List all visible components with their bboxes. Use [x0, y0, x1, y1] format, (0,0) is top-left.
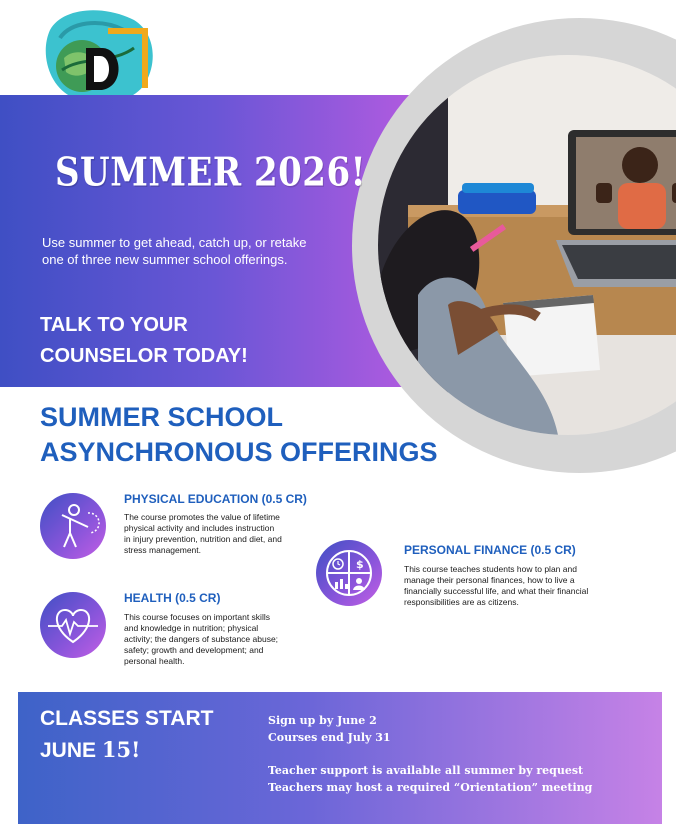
finance-desc-line: This course teaches students how to plan and [404, 564, 577, 574]
svg-text:$: $ [356, 558, 364, 571]
orientation-line: Teachers may host a required “Orientation” meeting [268, 781, 593, 794]
finance-desc-line: financially successful life, and what their financial [404, 586, 589, 596]
pe-desc-line: physical activity and includes instruction [124, 523, 275, 533]
pe-desc-line: The course promotes the value of lifetime [124, 512, 280, 522]
support-line: Teacher support is available all summer by request [268, 764, 584, 777]
finance-desc-line: manage their personal finances, how to live a [404, 575, 575, 585]
start-month: JUNE [40, 739, 97, 762]
health-desc-line: This course focuses on important skills [124, 612, 270, 622]
pe-desc-line: in injury prevention, nutrition and diet, and [124, 534, 282, 544]
finance-desc-line: responsibilities are as citizens. [404, 597, 519, 607]
heart-pulse-icon [40, 592, 106, 658]
teacher-support-notes [268, 762, 592, 796]
summer-headline: SUMMER 2026! [55, 150, 367, 196]
offerings-title-line-1: SUMMER SCHOOL [40, 402, 283, 432]
health-desc-line: safety; growth and development; and [124, 645, 264, 655]
offerings-title [40, 400, 438, 470]
signup-deadline [268, 712, 391, 746]
cta-line-1: TALK TO YOUR [40, 314, 188, 336]
finance-pie-icon [316, 540, 382, 606]
health-desc-line: and knowledge in nutrition; physical [124, 623, 259, 633]
school-logo [42, 8, 160, 108]
classes-start-label [40, 703, 213, 766]
classes-start-line-2 [40, 734, 213, 766]
pe-desc-line: stress management. [124, 545, 202, 555]
finance-course-title: PERSONAL FINANCE (0.5 CR) [404, 543, 576, 557]
finance-course-description [404, 564, 634, 608]
start-day: 15! [101, 737, 141, 762]
pe-course-description [124, 512, 324, 556]
offerings-title-line-2: ASYNCHRONOUS OFFERINGS [40, 437, 438, 467]
intro-text: Use summer to get ahead, catch up, or retake one of three new summer school offerings. [42, 235, 307, 267]
health-course-description [124, 612, 324, 667]
stretching-person-icon [40, 493, 106, 559]
counselor-callout [40, 310, 248, 372]
health-desc-line: personal health. [124, 656, 185, 666]
health-course-title: HEALTH (0.5 CR) [124, 591, 221, 605]
cta-line-2: COUNSELOR TODAY! [40, 345, 248, 367]
courses-end-line: Courses end July 31 [268, 731, 391, 744]
signup-line: Sign up by June 2 [268, 714, 377, 727]
classes-start-line-1: CLASSES START [40, 707, 214, 730]
health-desc-line: activity; the dangers of substance abuse; [124, 634, 279, 644]
pe-course-title: PHYSICAL EDUCATION (0.5 CR) [124, 492, 307, 506]
